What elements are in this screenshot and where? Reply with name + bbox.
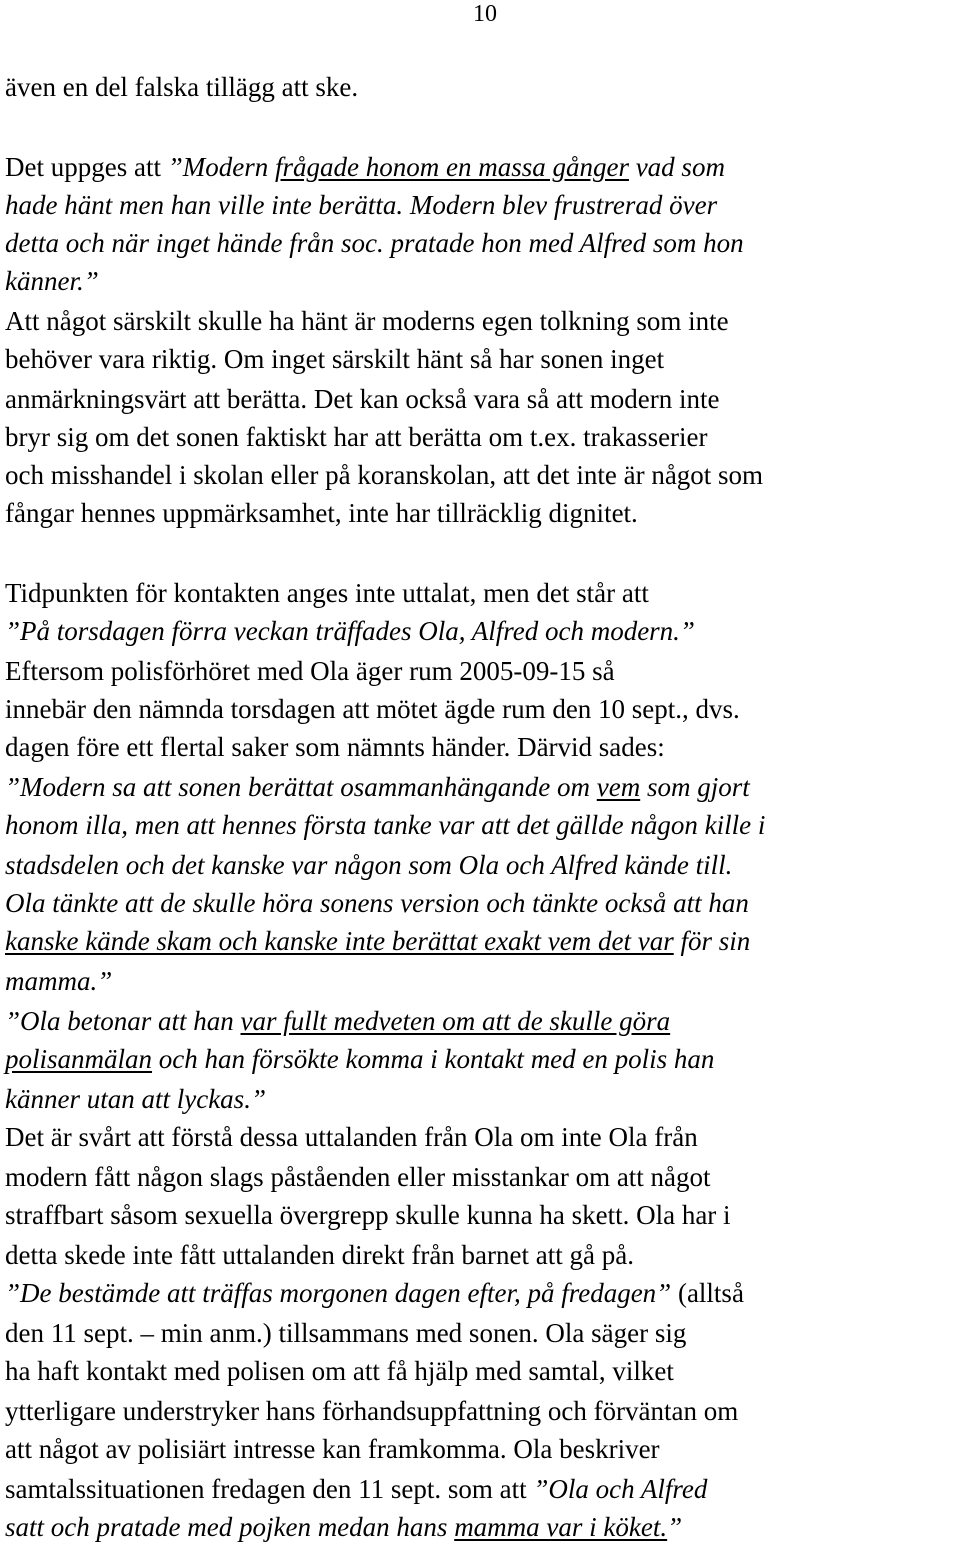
text-line: [5, 1198, 731, 1232]
text-segment: vad som: [628, 152, 725, 182]
text-line: [5, 730, 665, 764]
text-segment: känner utan att lyckas.”: [5, 1084, 266, 1114]
text-line: [5, 1120, 698, 1154]
text-segment: som gjort: [640, 772, 750, 802]
text-line: [5, 304, 729, 338]
text-segment: även en del falska tillägg att ske.: [5, 72, 359, 102]
text-line: [5, 150, 725, 184]
text-segment: Eftersom polisförhöret med Ola äger rum 2005-09-15 så: [5, 656, 615, 686]
text-segment: innebär den nämnda torsdagen att mötet ägde rum den 10 sept., dvs.: [5, 694, 740, 724]
text-segment: straffbart såsom sexuella övergrepp skulle kunna ha skett. Ola har i: [5, 1200, 731, 1230]
text-line: [5, 496, 638, 530]
text-segment: ”: [667, 1512, 683, 1542]
text-segment: Det uppges att: [5, 152, 168, 182]
text-segment: mamma.”: [5, 966, 113, 996]
text-line: [5, 1394, 738, 1428]
text-segment: Tidpunkten för kontakten anges inte uttalat, men det står att: [5, 578, 649, 608]
text-line: [5, 1042, 714, 1076]
text-segment: var fullt medveten om att de skulle göra: [240, 1006, 671, 1036]
text-line: [5, 576, 649, 610]
text-line: [5, 654, 615, 688]
text-segment: den 11 sept. – min anm.) tillsammans med sonen. Ola säger sig: [5, 1318, 687, 1348]
text-line: [5, 1238, 634, 1272]
text-line: [5, 614, 695, 648]
text-segment: samtalssituationen fredagen den 11 sept. som att: [5, 1474, 534, 1504]
text-segment: kanske kände skam och kanske inte berättat exakt vem det var: [5, 926, 674, 956]
text-segment: ”Ola betonar att han: [5, 1006, 241, 1036]
text-segment: ha haft kontakt med polisen om att få hjälp med samtal, vilket: [5, 1356, 674, 1386]
text-line: [5, 1510, 682, 1544]
text-segment: fångar hennes uppmärksamhet, inte har tillräcklig dignitet.: [5, 498, 638, 528]
text-segment: behöver vara riktig. Om inget särskilt hänt så har sonen inget: [5, 344, 665, 374]
text-segment: och han försökte komma i kontakt med en polis han: [152, 1044, 715, 1074]
text-segment: ”Modern sa att sonen berättat osammanhängande om: [5, 772, 597, 802]
text-segment: att något av polisiärt intresse kan framkomma. Ola beskriver: [5, 1434, 660, 1464]
text-segment: detta och när inget hände från soc. pratade hon med Alfred som hon: [5, 228, 744, 258]
text-segment: vem: [596, 772, 641, 802]
text-line: [5, 188, 717, 222]
text-line: [5, 1354, 674, 1388]
text-segment: ”Ola och Alfred: [533, 1474, 708, 1504]
text-segment: mamma var i köket.: [454, 1512, 668, 1542]
text-segment: ytterligare understryker hans förhandsuppfattning och förväntan om: [5, 1396, 739, 1426]
text-segment: honom illa, men att hennes första tanke var att det gällde någon kille i: [5, 810, 766, 840]
text-segment: ”De bestämde att träffas morgonen dagen efter, på fredagen”: [5, 1278, 672, 1308]
text-line: [5, 808, 765, 842]
text-segment: detta skede inte fått uttalanden direkt från barnet att gå på.: [5, 1240, 634, 1270]
text-line: [5, 1316, 686, 1350]
text-segment: polisanmälan: [5, 1044, 153, 1074]
text-segment: och misshandel i skolan eller på koranskolan, att det inte är något som: [5, 460, 764, 490]
text-segment: Ola tänkte att de skulle höra sonens version och tänkte också att han: [5, 888, 749, 918]
text-line: [5, 924, 750, 958]
text-line: [5, 264, 99, 298]
text-line: [5, 420, 708, 454]
text-segment: ”På torsdagen förra veckan träffades Ola, Alfred och modern.”: [5, 616, 695, 646]
text-line: [5, 770, 750, 804]
text-line: [5, 1004, 670, 1038]
text-line: [5, 1432, 660, 1466]
text-line: [5, 848, 732, 882]
text-line: [5, 1276, 744, 1310]
text-line: [5, 1472, 707, 1506]
text-segment: ”Modern: [167, 152, 275, 182]
text-segment: för sin: [673, 926, 751, 956]
text-line: [5, 70, 358, 104]
text-line: [5, 1082, 266, 1116]
text-segment: (alltså: [671, 1278, 744, 1308]
text-segment: satt och pratade med pojken medan hans: [5, 1512, 455, 1542]
text-line: [5, 964, 112, 998]
text-line: [5, 692, 740, 726]
text-line: [5, 226, 744, 260]
text-segment: dagen före ett flertal saker som nämnts händer. Därvid sades:: [5, 732, 665, 762]
text-segment: Att något särskilt skulle ha hänt är moderns egen tolkning som inte: [5, 306, 729, 336]
text-segment: stadsdelen och det kanske var någon som Ola och Alfred kände till.: [5, 850, 733, 880]
text-segment: anmärkningsvärt att berätta. Det kan också vara så att modern inte: [5, 384, 720, 414]
text-line: [5, 458, 763, 492]
text-line: [5, 382, 719, 416]
text-segment: känner.”: [5, 266, 99, 296]
text-line: [5, 342, 664, 376]
text-segment: frågade honom en massa gånger: [274, 152, 629, 182]
text-segment: hade hänt men han ville inte berätta. Modern blev frustrerad över: [5, 190, 718, 220]
text-line: [5, 1160, 711, 1194]
page-number: 10: [473, 1, 497, 27]
text-line: [5, 886, 749, 920]
text-segment: Det är svårt att förstå dessa uttalanden från Ola om inte Ola från: [5, 1122, 698, 1152]
text-segment: bryr sig om det sonen faktiskt har att berätta om t.ex. trakasserier: [5, 422, 708, 452]
text-segment: modern fått någon slags påståenden eller misstankar om att något: [5, 1162, 711, 1192]
